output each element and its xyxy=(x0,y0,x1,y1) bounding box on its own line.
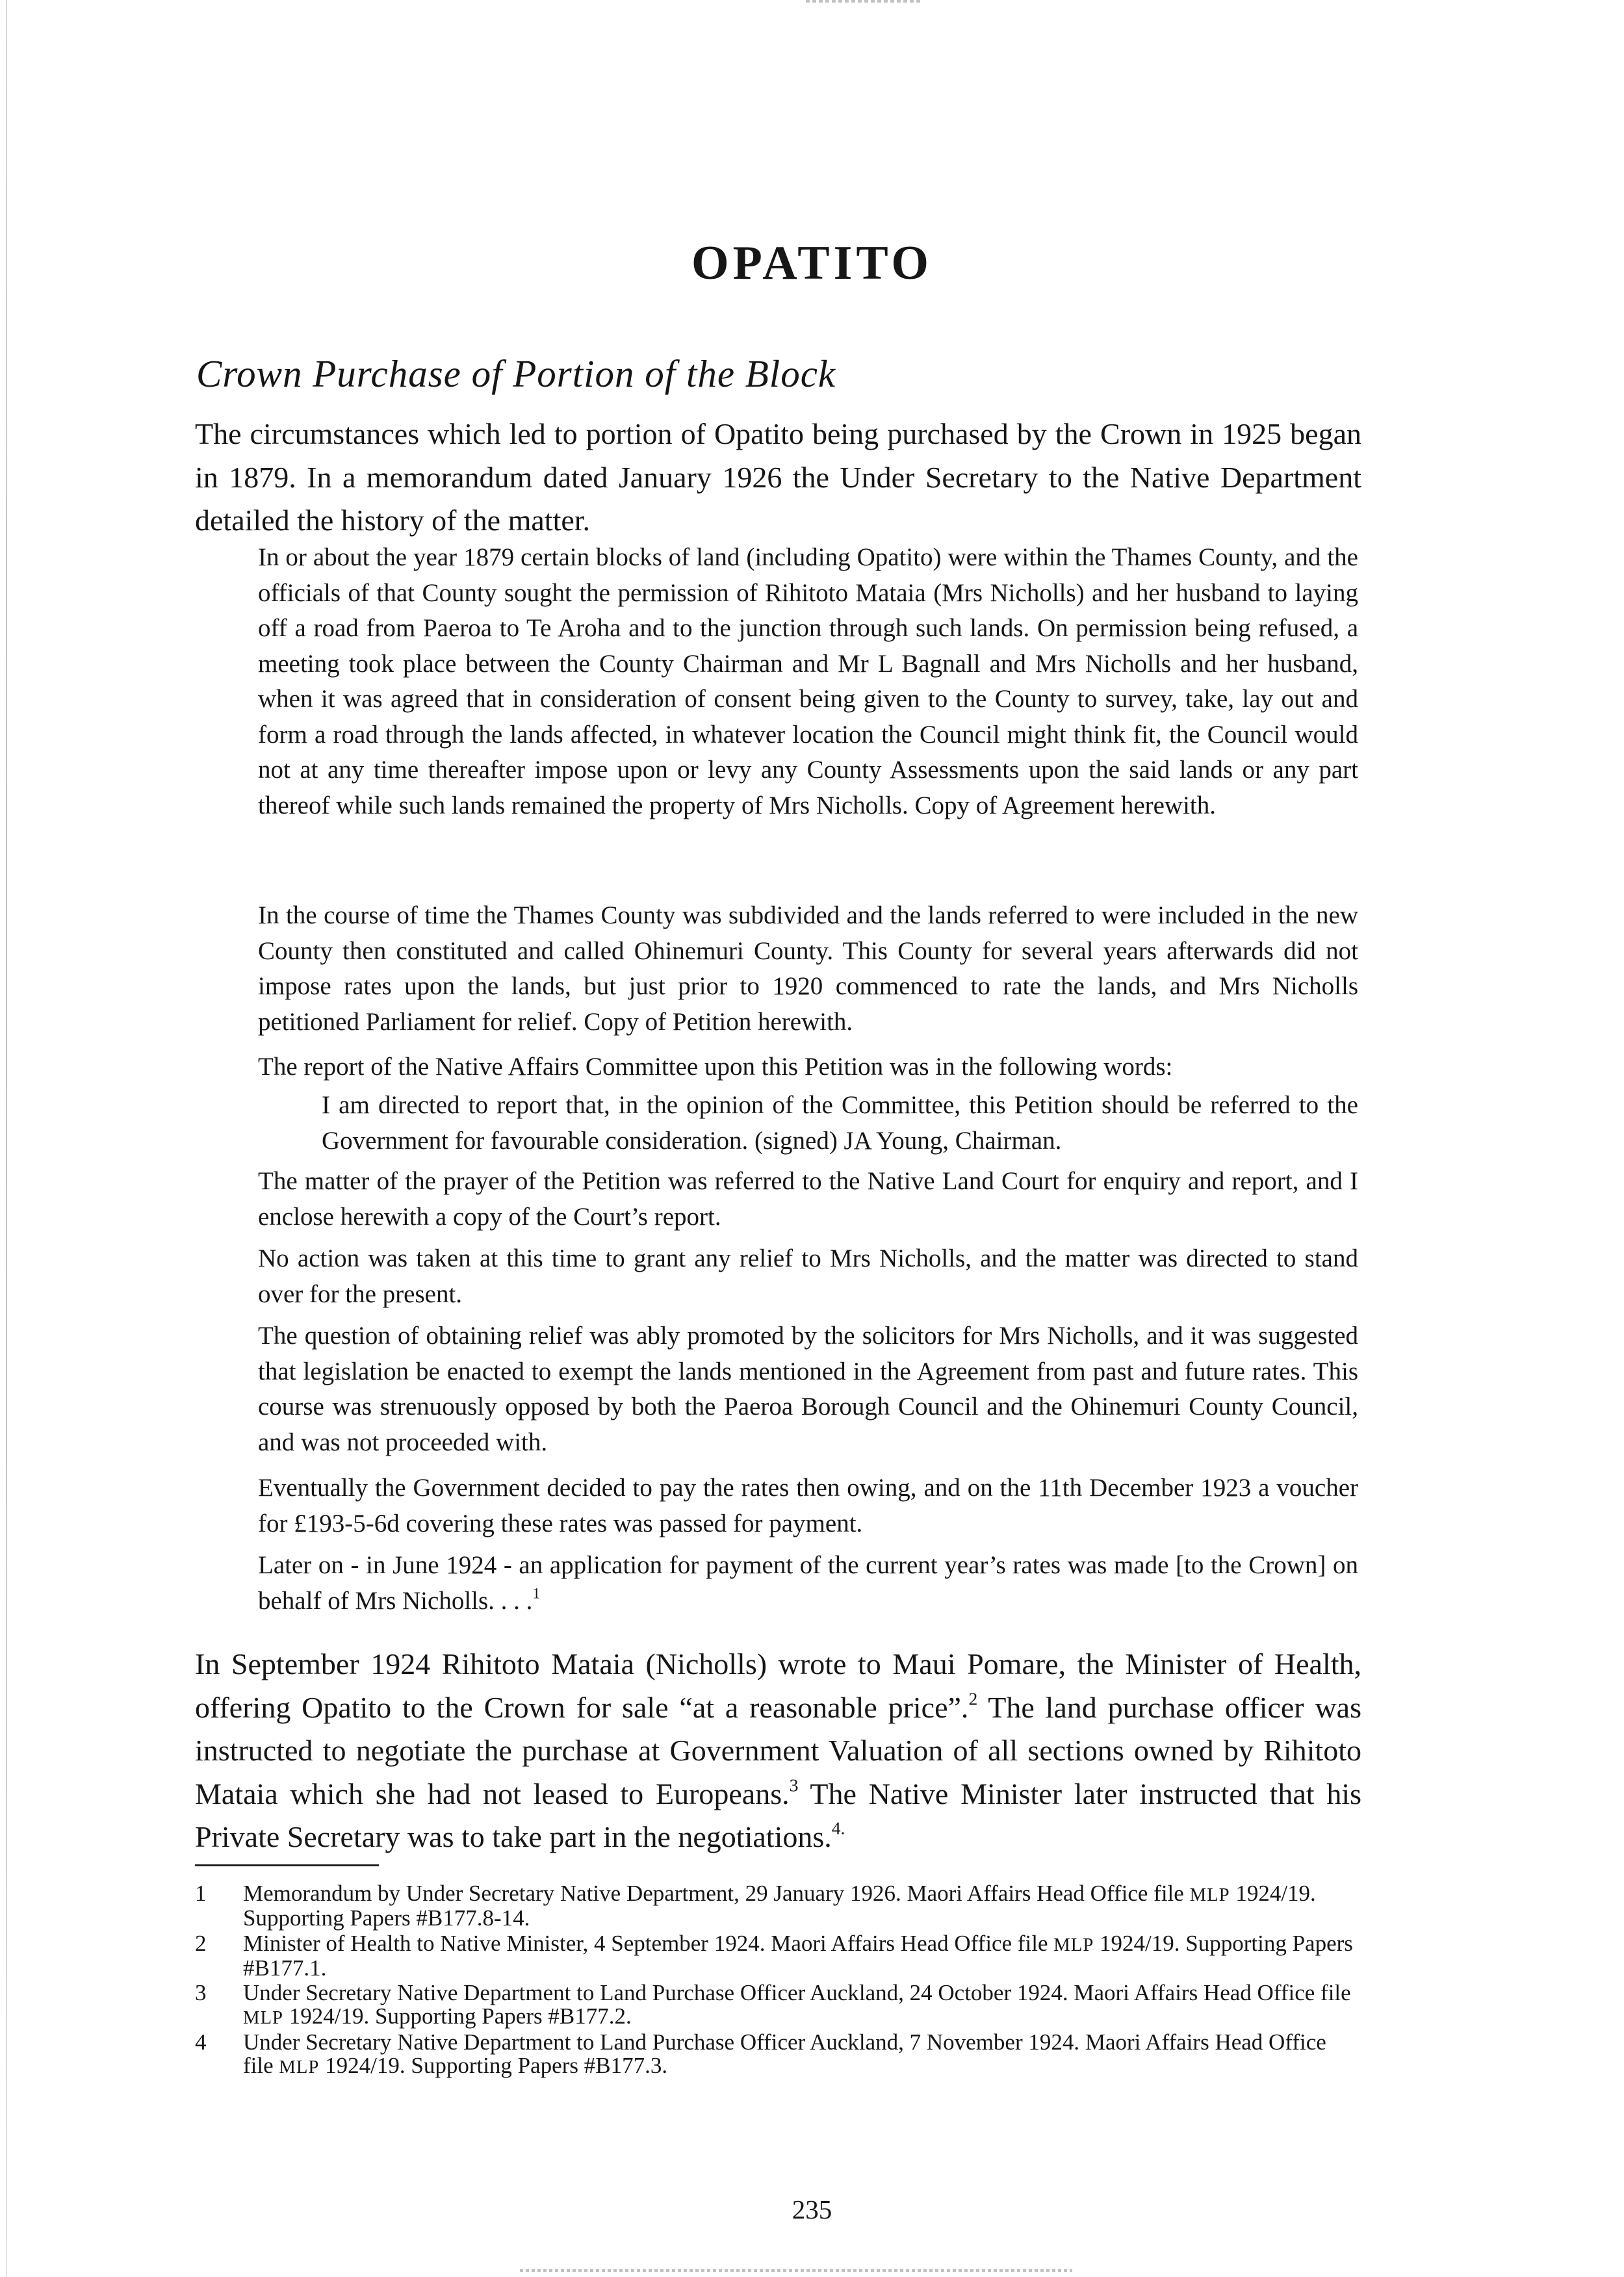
scan-artifact-top xyxy=(806,0,923,3)
closing-text-b: The land purchase officer was instructed to negotiate the purchase at Government Valuation of all sections owned by Rihitoto Mataia which she had not leased to Europeans. xyxy=(195,1690,1361,1810)
footnote-1 xyxy=(195,1882,1361,1930)
footnote-reference: 1924/19. Supporting Papers #B177.1. xyxy=(243,1931,1353,1981)
footnote-reference: 1924/19. Supporting Papers #B177.8-14. xyxy=(243,1881,1316,1931)
scan-edge-shadow xyxy=(6,0,7,2277)
footnote-ref-4[interactable]: 4. xyxy=(831,1818,845,1838)
closing-text-c: The Native Minister later instructed that his Private Secretary was to take part in the negotiations. xyxy=(195,1777,1361,1853)
quote-paragraph-1: In or about the year 1879 certain blocks of land (including Opatito) were within the Thames County, and the officials of that County sought the permission of Rihitoto Mataia (Mrs Nicholls) and her husband to laying off a road from Paeroa to Te Aroha and to the junction through such lands. On permission being refused, a meeting took place between the County Chairman and Mr L Bagnall and Mrs Nicholls and her husband, when it was agreed that in consideration of consent being given to the County to survey, take, lay out and form a road through the lands affected, in whatever location the Council might think fit, the Council would not at any time thereafter impose upon or levy any County Assessments upon the said lands or any part thereof while such lands remained the property of Mrs Nicholls. Copy of Agreement herewith. xyxy=(258,543,1358,819)
quote-paragraph-2: In the course of time the Thames County was subdivided and the lands referred to were included in the new County then constituted and called Ohinemuri County. This County for several years afterwards did not impose rates upon the lands, but just prior to 1920 commenced to rate the lands, and Mrs Nicholls petitioned Parliament for relief. Copy of Petition herewith. xyxy=(258,901,1358,1036)
scan-artifact-bottom xyxy=(520,2269,1072,2272)
footnote-reference: 1924/19. Supporting Papers #B177.3. xyxy=(319,2053,668,2078)
footnote-number: 2 xyxy=(195,1931,207,1956)
footnote-number: 1 xyxy=(195,1881,207,1906)
page-title: OPATITO xyxy=(691,237,933,290)
footnote-citation: Under Secretary Native Department to Land Purchase Officer Auckland, 24 October 1924. Maori Affairs Head Office file xyxy=(243,1980,1351,2005)
file-prefix: MLP xyxy=(243,2007,283,2028)
quote-paragraph-6: No action was taken at this time to grant any relief to Mrs Nicholls, and the matter was directed to stand over for the present. xyxy=(258,1244,1358,1308)
closing-text-a: In September 1924 Rihitoto Mataia (Nicholls) wrote to Maui Pomare, the Minister of Health, offering Opatito to the Crown for sale “at a reasonable price”. xyxy=(195,1647,1361,1724)
footnote-number: 4 xyxy=(195,2029,207,2055)
footnote-citation: Under Secretary Native Department to Land Purchase Officer Auckland, 7 November 1924. Maori Affairs Head Office file xyxy=(243,2029,1326,2078)
page-number: 235 xyxy=(792,2194,832,2224)
closing-paragraph xyxy=(195,1643,1361,1859)
footnote-text xyxy=(243,2031,1361,2079)
footnote-text xyxy=(243,1882,1361,1930)
footnote-text xyxy=(243,1932,1361,1980)
footnote-number: 3 xyxy=(195,1980,207,2005)
quote-paragraph-7: The question of obtaining relief was ably promoted by the solicitors for Mrs Nicholls, and it was suggested that legislation be enacted to exempt the lands mentioned in the Agreement from past and future rates. This course was strenuously opposed by both the Paeroa Borough Council and the Ohinemuri County Council, and was not proceeded with. xyxy=(258,1322,1358,1456)
quote-paragraph-5: The matter of the prayer of the Petition was referred to the Native Land Court for enquiry and report, and I enclose herewith a copy of the Court’s report. xyxy=(258,1167,1358,1231)
quote-paragraph-3: The report of the Native Affairs Committee upon this Petition was in the following words: xyxy=(258,1053,1173,1081)
file-prefix: MLP xyxy=(279,2057,320,2078)
intro-paragraph: The circumstances which led to portion of Opatito being purchased by the Crown in 1925 began in 1879. In a memorandum dated January 1926 the Under Secretary to the Native Department detailed the history of the matter. xyxy=(195,417,1361,537)
footnote-reference: 1924/19. Supporting Papers #B177.2. xyxy=(283,2003,632,2029)
footnote-divider xyxy=(195,1864,379,1866)
file-prefix: MLP xyxy=(1053,1935,1094,1955)
section-heading: Crown Purchase of Portion of the Block xyxy=(196,352,836,395)
footnote-4 xyxy=(195,2031,1361,2079)
file-prefix: MLP xyxy=(1189,1885,1230,1905)
footnote-ref-2[interactable]: 2 xyxy=(968,1688,978,1709)
quote-paragraph-9 xyxy=(258,1548,1358,1619)
footnote-text xyxy=(243,1981,1361,2029)
footnote-ref-3[interactable]: 3 xyxy=(789,1775,799,1795)
footnote-ref-1[interactable]: 1 xyxy=(532,1585,541,1602)
footnote-citation: Minister of Health to Native Minister, 4 September 1924. Maori Affairs Head Office file xyxy=(243,1931,1054,1956)
quote-paragraph-8: Eventually the Government decided to pay the rates then owing, and on the 11th December 1923 a voucher for £193-5-6d covering these rates was passed for payment. xyxy=(258,1474,1358,1537)
quote-paragraph-9-text: Later on - in June 1924 - an application for payment of the current year’s rates was made [to the Crown] on behalf of Mrs Nicholls. . . . xyxy=(258,1551,1358,1615)
footnote-2 xyxy=(195,1932,1361,1980)
footnote-citation: Memorandum by Under Secretary Native Department, 29 January 1926. Maori Affairs Head Office file xyxy=(243,1881,1190,1906)
footnote-3 xyxy=(195,1981,1361,2029)
nested-quote-paragraph: I am directed to report that, in the opinion of the Committee, this Petition should be referred to the Government for favourable consideration. (signed) JA Young, Chairman. xyxy=(322,1091,1358,1155)
